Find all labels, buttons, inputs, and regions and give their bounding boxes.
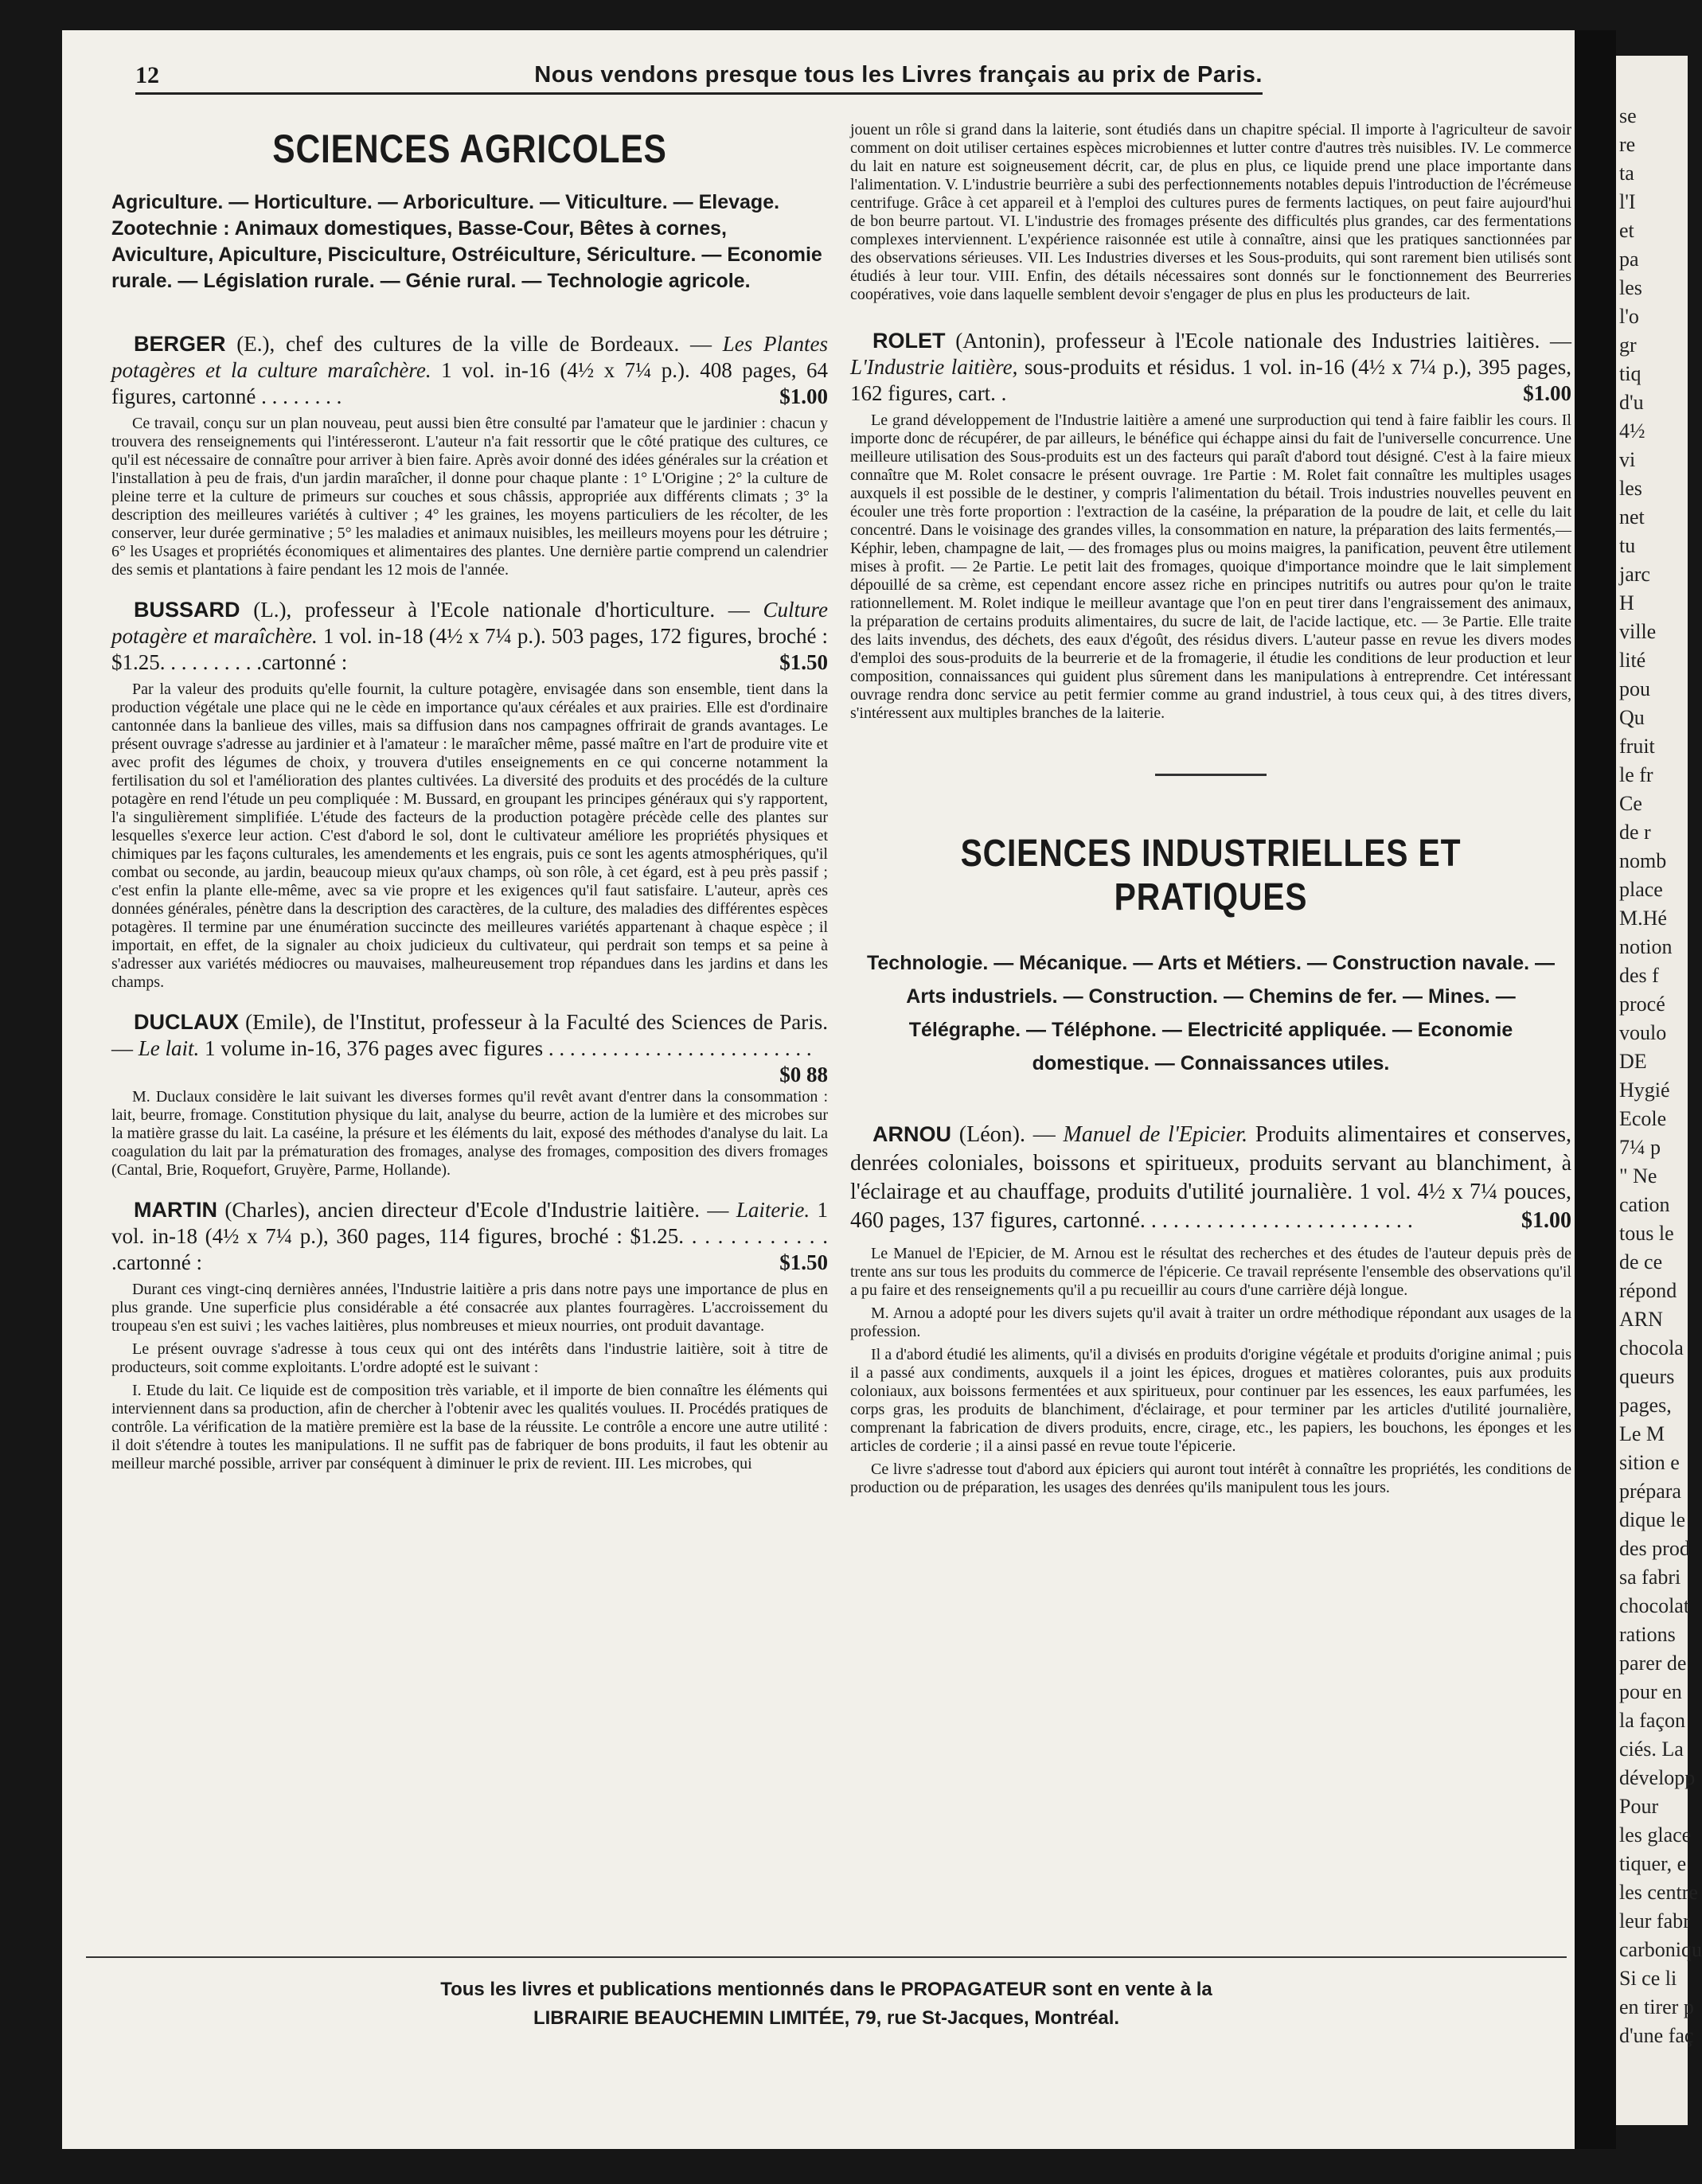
- indus-subjects: Technologie. — Mécanique. — Arts et Métiers. — Construction navale. — Arts industriels. — Construction. — Chemins de fer. — Mines. — Télégraphe. — Téléphone. — Electricité appliquée. — Economie domestique. — Connaissances utiles.: [866, 952, 1556, 1074]
- edge-text-fragment: procé: [1619, 993, 1665, 1016]
- entry-description: [850, 411, 1571, 723]
- agri-subjects: Agriculture. — Horticulture. — Arboriculture. — Viticulture. — Elevage. Zootechnie : Animaux domestiques, Basse-Cour, Bêtes à cornes, Aviculture, Apiculture, Pisciculture, Ostréiculture, Sériculture. — Economie rurale. — Législation rurale. — Génie rural. — Technologie agricole.: [111, 191, 822, 292]
- book-price: $0 88: [779, 1063, 828, 1086]
- left-column: [111, 118, 828, 1491]
- entry-head: [850, 1120, 1571, 1235]
- edge-text-fragment: des f: [1619, 964, 1659, 987]
- book-entry-arnou: [850, 1120, 1571, 1497]
- author-initial: (L.),: [253, 598, 292, 622]
- section-title-agricoles: SCIENCES AGRICOLES: [272, 127, 667, 171]
- edge-text-fragment: DE: [1619, 1050, 1647, 1073]
- description-paragraph: Durant ces vingt-cinq dernières années, l'Industrie laitière a pris dans notre pays une importance de plus en plus grande. Une superficie plus considérable a été consacrée aux plantes fourragères. L'accroissement du troupeau s'en est suivi ; les vaches laitières, plus nombreuses et mieux nourries, ont produit davantage.: [111, 1281, 828, 1335]
- entry-head: [111, 331, 828, 410]
- edge-text-fragment: notion: [1619, 935, 1673, 958]
- header-slogan: Nous vendons presque tous les Livres français au prix de Paris.: [534, 62, 1263, 88]
- edge-text-fragment: pou: [1619, 677, 1650, 700]
- edge-text-fragment: de ce: [1619, 1250, 1663, 1273]
- footer-line-1: Tous les livres et publications mentionnés dans le PROPAGATEUR sont en vente à la: [440, 1979, 1212, 2000]
- edge-text-fragment: parer de: [1619, 1652, 1687, 1675]
- edge-text-fragment: H: [1619, 591, 1634, 614]
- edge-text-fragment: Si ce li: [1619, 1967, 1677, 1990]
- description-paragraph: M. Duclaux considère le lait suivant les diverses formes qu'il revêt avant d'entrer dans la consommation : lait, beurre, fromage. Constitution physique du lait, analyse du beurre, action de la lumière et des microbes sur la matière grasse du lait. La caséine, la présure et les éléments du lait, exposé des méthodes d'analyse du lait. La coagulation du lait par la prématuration des fromages, analyse des fromages, composition des divers fromages (Cantal, Brie, Roquefort, Gruyère, Parme, Hollande).: [111, 1088, 828, 1179]
- edge-text-fragment: la façon: [1619, 1709, 1686, 1732]
- entry-description: [111, 415, 828, 579]
- edge-text-fragment: Hygié: [1619, 1078, 1670, 1102]
- book-entry-martin: [111, 1197, 828, 1473]
- edge-text-fragment: ta: [1619, 162, 1634, 185]
- author-initial: (Charles),: [224, 1198, 310, 1222]
- edge-text-fragment: cation: [1619, 1193, 1670, 1216]
- catalogue-page: [62, 30, 1575, 2149]
- book-title: Le lait.: [138, 1036, 200, 1060]
- edge-text-fragment: tu: [1619, 534, 1636, 557]
- edge-text-fragment: pa: [1619, 248, 1639, 271]
- edge-text-fragment: ciés. La: [1619, 1737, 1684, 1761]
- book-price: $1.50: [779, 1250, 828, 1274]
- page-footer: [86, 1956, 1567, 2077]
- book-title: Les Plantes potagères et la culture maraîchère.: [111, 332, 829, 382]
- edge-text-fragment: tiq: [1619, 362, 1641, 385]
- edge-text-fragment: Ecole: [1619, 1107, 1667, 1130]
- edge-text-fragment: prépara: [1619, 1480, 1681, 1503]
- author-desc: ancien directeur d'Ecole d'Industrie laitière. —: [318, 1198, 729, 1222]
- right-column: [850, 121, 1572, 1515]
- edge-text-fragment: fruit: [1619, 735, 1655, 758]
- edge-text-fragment: développ: [1619, 1766, 1696, 1789]
- description-paragraph: Par la valeur des produits qu'elle fournit, la culture potagère, envisagée dans son ensemble, tient dans la production végétale une place qui ne le cède en importance qu'aux céréales et aux prairies. Elle est d'ordinaire cantonnée dans la banlieue des villes, mais sa diffusion dans nos campagnes offrirait de grands avantages. Le présent ouvrage s'adresse au jardinier et à l'amateur : le maraîcher même, passé maître en l'art de produire vite et avec profit des légumes de choix, y trouvera d'utiles enseignements en ce qui concerne notamment la fertilisation du sol et l'amélioration des plantes cultivées. La diversité des produits et des procédés de la culture potagère en rend l'étude un peu compliquée : M. Bussard, en groupant les principes généraux qui s'y rapportent, l'a singulièrement simplifiée. L'étude des facteurs de la production potagère précède celle des plantes sur lesquelles s'exerce leur action. C'est d'abord le sol, dont le cultivateur améliore les propriétés physiques et chimiques par les façons culturales, les amendements et les engrais, puis ce sont les agents atmosphériques, qu'il combat ou seconde, au jardin, beaucoup mieux qu'aux champs, où son rôle, à cet égard, est à peu près passif ; c'est enfin la plante elle-même, avec sa vie propre et les exigences qu'il faut satisfaire. L'auteur, après ces données générales, pénètre dans la description des caractères, de la culture, des maladies des différentes espèces potagères. Il termine par une énumération succincte des meilleures variétés appartenant à chaque espèce ; il importait, en effet, de la signaler au choix judicieux du cultivateur, qui perdrait son temps et sa peine à s'adresser aux variétés médiocres ou mauvaises, malheureusement trop répandues dans les jardins et dans les champs.: [111, 681, 828, 991]
- edge-text-fragment: pages,: [1619, 1394, 1672, 1417]
- description-paragraph: Ce livre s'adresse tout d'abord aux épiciers qui auront tout intérêt à connaître les propriétés, les conditions de production ou de préparation, les usages des denrées qu'ils manipulent tous les jours.: [850, 1461, 1571, 1496]
- book-details: 1 vol. in-18 (4½ x 7¼ p.). 503 pages, 172 figures, broché : $1.25. . . . . . . . . .cartonné :: [111, 624, 828, 674]
- edge-text-fragment: tous le: [1619, 1222, 1674, 1245]
- edge-text-fragment: Ce: [1619, 792, 1642, 815]
- book-price: $1.00: [1523, 381, 1571, 405]
- edge-text-fragment: jarc: [1619, 563, 1650, 586]
- book-price: $1.00: [779, 384, 828, 408]
- edge-text-fragment: le fr: [1619, 763, 1653, 786]
- author-initial: (Antonin),: [955, 329, 1046, 353]
- edge-text-fragment: en tirer p: [1619, 1995, 1694, 2018]
- edge-text-fragment: ARN: [1619, 1308, 1663, 1331]
- book-title: Manuel de l'Epicier.: [1063, 1122, 1248, 1147]
- author-name: BERGER: [134, 332, 226, 356]
- edge-text-fragment: lité: [1619, 649, 1646, 672]
- edge-text-fragment: pour en: [1619, 1680, 1682, 1703]
- edge-text-fragment: chocolat: [1619, 1594, 1690, 1617]
- book-details: Produits alimentaires et conserves, denrées coloniales, boissons et spiritueux, produits servant au blanchiment, à l'éclairage et au chauffage, produits d'utilité journalière. 1 vol. 4½ x 7¼ pouces, 460 pages, 137 figures, cartonné. . . . . . . . . . . . . . . . . . . . . . . . .: [850, 1122, 1572, 1233]
- edge-text-fragment: voulo: [1619, 1021, 1667, 1044]
- edge-text-fragment: " Ne: [1619, 1164, 1657, 1188]
- footer-line-2: LIBRAIRIE BEAUCHEMIN LIMITÉE, 79, rue St-Jacques, Montréal.: [533, 2007, 1120, 2029]
- description-paragraph: Ce travail, conçu sur un plan nouveau, peut aussi bien être consulté par l'amateur que le jardinier : chacun y trouvera des renseignements qui l'intéresseront. L'auteur n'a fait ressortir que le côté pratique des cultures, ce qu'il est nécessaire de connaître pour arriver à bien faire. Après avoir donné des idées générales sur la création et l'installation à peu de frais, d'un jardin maraîcher, il donne pour chaque plante : 1° L'Origine ; 2° la culture de pleine terre et la culture de primeurs sur couches et sous châssis, appropriée aux différents climats ; 3° la description des meilleures variétés à cultiver ; 4° les graines, les moyens particuliers de les récolter, de les conserver, leur durée germinative ; 5° les maladies et animaux nuisibles, les meilleurs moyens pour les détruire ; 6° les Usages et propriétés économiques et alimentaires des plantes. Une dernière partie comprend un calendrier des semis et plantations à faire pendant les 12 mois de l'année.: [111, 415, 828, 579]
- page-gutter: [1575, 30, 1616, 2149]
- edge-text-fragment: de r: [1619, 821, 1651, 844]
- edge-text-fragment: 4½: [1619, 419, 1645, 443]
- author-name: ARNOU: [872, 1122, 951, 1146]
- edge-text-fragment: net: [1619, 505, 1645, 528]
- entry-description: [111, 681, 828, 992]
- edge-text-fragment: re: [1619, 133, 1636, 156]
- edge-text-fragment: vi: [1619, 448, 1636, 471]
- edge-text-fragment: les: [1619, 477, 1642, 500]
- book-entry-bussard: [111, 597, 828, 992]
- description-paragraph: I. Etude du lait. Ce liquide est de composition très variable, et il importe de bien connaître les éléments qui interviennent dans sa production, afin de chercher à l'obtenir avec les qualités voulues. II. Procédés pratiques de contrôle. La vérification de la matière première est la base de la réussite. Le contrôle a encore une autre utilité : il doit s'étendre à toutes les manipulations. Il ne suffit pas de fabriquer de bons produits, il faut les obtenir au meilleur marché possible, arriver par conséquent à diminuer le prix de revient. III. Les microbes, qui: [111, 1382, 828, 1472]
- edge-text-fragment: l'o: [1619, 305, 1639, 328]
- page-header: [135, 53, 1263, 95]
- book-title: Laiterie.: [736, 1198, 810, 1222]
- edge-text-fragment: Pour: [1619, 1795, 1659, 1818]
- author-initial: (Léon). —: [958, 1122, 1056, 1147]
- author-name: ROLET: [872, 329, 946, 353]
- entry-description: [111, 1088, 828, 1180]
- author-desc: professeur à l'Ecole nationale des Industries laitières. —: [1056, 329, 1572, 353]
- edge-text-fragment: 7¼ p: [1619, 1136, 1661, 1159]
- entry-head: [850, 328, 1571, 407]
- book-details: 1 vol. in-18 (4½ x 7¼ p.), 360 pages, 114 figures, broché : $1.25. . . . . . . . . . . . .cartonné :: [111, 1198, 828, 1274]
- description-paragraph: M. Arnou a adopté pour les divers sujets qu'il avait à traiter un ordre méthodique répondant aux usages de la profession.: [850, 1305, 1571, 1340]
- author-name: MARTIN: [134, 1198, 217, 1222]
- edge-text-fragment: les: [1619, 276, 1642, 299]
- edge-text-fragment: des prod: [1619, 1537, 1690, 1560]
- edge-text-fragment: leur fabr: [1619, 1909, 1690, 1932]
- edge-text-fragment: nomb: [1619, 849, 1667, 872]
- edge-text-fragment: chocola: [1619, 1336, 1684, 1359]
- edge-text-fragment: Qu: [1619, 706, 1645, 729]
- author-initial: (E.),: [236, 332, 275, 356]
- adjacent-page-edge: [1616, 56, 1702, 2125]
- author-desc: chef des cultures de la ville de Bordeaux. —: [286, 332, 712, 356]
- book-title: Culture potagère et maraîchère.: [111, 598, 829, 648]
- author-desc: professeur à l'Ecole nationale d'horticulture. —: [304, 598, 750, 622]
- edge-text-fragment: d'u: [1619, 391, 1644, 414]
- description-paragraph: Le grand développement de l'Industrie laitière a amené une surproduction qui tend à faire faiblir les cours. Il importe donc de récupérer, de par ailleurs, le bénéfice qui échappe ainsi du fait de l'universelle concurrence. Une meilleure utilisation des Sous-produits est un des facteurs qui paraît d'abord tout désigné. C'est à la faire mieux connaître que M. Rolet consacre le présent ouvrage. 1re Partie : M. Rolet fait connaître les multiples usages auxquels il est possible de le destiner, y compris l'alimentation du bétail. Trois industries nouvelles peuvent en écouler une très forte proportion : l'extraction de la caséine, la préparation de la poudre de lait, et celle du lait concentré. Dans le voisinage des grandes villes, la consommation en nature, la préparation des laits fermentés,— Képhir, leben, champagne de lait, — des fromages plus ou moins maigres, la panification, peuvent être utilement mises à profit. — 2e Partie. Le petit lait des fromages, quoique d'importance moindre que le lait simplement dépouillé de sa crème, est cependant encore assez riche en principes nutritifs ou autres pour qu'on le traite rationnellement. M. Rolet indique le meilleur avantage que l'on en peut tirer dans l'engraissement des animaux, la préparation de certains produits alimentaires, du sucre de lait, de l'acide lactique, etc. — 3e Partie. Elle traite des laits invendus, des déchets, des eaux d'égoût, des résidus divers. L'auteur passe en revue les divers modes d'emploi des sous-produits de la beurrerie et de la fromagerie, il étudie les conditions de leur production et leur composition, connaissances qui guident plus sûrement dans les manipulations à entreprendre. Cet intéressant ouvrage rendra donc service au petit fermier comme au grand industriel, à tous ceux qui, à des titres divers, s'intéressent aux multiples branches de la laiterie.: [850, 411, 1571, 722]
- page-number: 12: [135, 62, 159, 88]
- edge-text-fragment: carboniqu: [1619, 1938, 1702, 1961]
- edge-text-fragment: d'une faç: [1619, 2024, 1694, 2047]
- entry-head: [111, 1197, 828, 1276]
- edge-text-fragment: les glace: [1619, 1823, 1692, 1847]
- edge-text-fragment: les centre: [1619, 1881, 1698, 1904]
- entry-head: [111, 597, 828, 676]
- book-details: 1 volume in-16, 376 pages avec figures . . . . . . . . . . . . . . . . . . . . . . . . .: [205, 1036, 812, 1060]
- edge-text-fragment: l'I: [1619, 190, 1636, 213]
- edge-text-fragment: dique le: [1619, 1508, 1686, 1531]
- edge-text-fragment: répond: [1619, 1279, 1677, 1302]
- author-name: BUSSARD: [134, 598, 240, 622]
- author-desc: de l'Institut, professeur à la Faculté des Sciences de Paris. —: [111, 1010, 829, 1060]
- edge-text-fragment: et: [1619, 219, 1634, 242]
- entry-head: [111, 1009, 829, 1086]
- edge-text-fragment: rations: [1619, 1623, 1676, 1646]
- martin-continued-text: jouent un rôle si grand dans la laiterie, sont étudiés dans un chapitre spécial. Il importe à l'agriculteur de savoir comment on doit utiliser certaines espèces microbiennes et lutter contre d'autres très nuisibles. IV. Le commerce du lait en nature est soigneusement décrit, car, de plus en plus, ce liquide prend une place importante dans l'alimentation. V. L'industrie beurrière a subi des perfectionnements notables depuis l'introduction de l'écrémeuse centrifuge. Grâce à cet appareil et à l'emploi des cultures pures de ferments lactiques, on peut faire aujourd'hui de bon beurre partout. VI. L'industrie des fromages présente des difficultés plus grandes, car des fermentations complexes interviennent. L'expérience raisonnée est utile à connaître, ainsi que les pratiques sanctionnées par des observations sérieuses. VII. Les Industries diverses et les Sous-produits, qui sont rarement bien utilisés sont étudiés à leur tour. VIII. Enfin, des détails nécessaires sont donnés sur le fonctionnement des Beurreries coopératives, voie dans laquelle semblent devoir s'engager de plus en plus les producteurs de lait.: [850, 121, 1571, 303]
- author-initial: (Emile),: [245, 1010, 317, 1034]
- book-price: $1.00: [1521, 1208, 1571, 1233]
- book-entry-rolet: [850, 328, 1571, 723]
- section-title-industrielles: SCIENCES INDUSTRIELLES ET PRATIQUES: [960, 833, 1462, 918]
- book-entry-berger: [111, 331, 828, 579]
- book-price: $1.50: [779, 650, 828, 674]
- edge-text-fragment: gr: [1619, 333, 1637, 357]
- edge-text-fragment: ville: [1619, 620, 1657, 643]
- edge-text-fragment: tiquer, e: [1619, 1852, 1687, 1875]
- entry-description: [850, 1245, 1571, 1497]
- edge-text-fragment: queurs: [1619, 1365, 1675, 1388]
- section-divider: [1155, 774, 1267, 776]
- description-paragraph: Le Manuel de l'Epicier, de M. Arnou est le résultat des recherches et des études de l'auteur depuis près de trente ans sur tous les produits du commerce de l'épicerie. Ce travail représente l'ensemble des observations qu'il a pu faire et des renseignements qu'il a pu recueillir au cours d'une carrière déjà longue.: [850, 1245, 1571, 1299]
- edge-text-fragment: sa fabri: [1619, 1566, 1681, 1589]
- entry-description: [111, 1281, 828, 1473]
- edge-text-fragment: se: [1619, 104, 1637, 127]
- book-details: 1 vol. in-16 (4½ x 7¼ p.). 408 pages, 64 figures, cartonné . . . . . . . .: [111, 358, 828, 408]
- author-name: DUCLAUX: [134, 1010, 239, 1034]
- edge-text-fragment: M.Hé: [1619, 907, 1667, 930]
- book-title: L'Industrie laitière,: [850, 355, 1018, 379]
- edge-text-fragment: sition e: [1619, 1451, 1680, 1474]
- edge-text-fragment: Le M: [1619, 1422, 1665, 1445]
- book-details: sous-produits et résidus. 1 vol. in-16 (4½ x 7¼ p.), 395 pages, 162 figures, cart. .: [850, 355, 1572, 405]
- book-entry-duclaux: [111, 1009, 828, 1180]
- description-paragraph: Il a d'abord étudié les aliments, qu'il a divisés en produits d'origine végétale et produits d'origine animal ; puis il a passé aux condiments, auxquels il a joint les épices, drogues et matières colorantes, puis aux produits coloniaux, aux boissons fermentées et aux spiritueux, pour continuer par les essences, les eaux parfumées, les corps gras, les produits de blanchiment, d'éclairage, et pour terminer par les articles d'utilité journalière, comprenant la fabrication de divers produits, encre, cirage, etc., les papiers, les bouchons, les éponges et les articles de corderie ; il a ainsi passé en revue toute l'épicerie.: [850, 1346, 1571, 1455]
- description-paragraph: Le présent ouvrage s'adresse à tous ceux qui ont des intérêts dans l'industrie laitière, soit à titre de producteurs, soit comme exploitants. L'ordre adopté est le suivant :: [111, 1340, 828, 1376]
- edge-text-fragment: place: [1619, 878, 1663, 901]
